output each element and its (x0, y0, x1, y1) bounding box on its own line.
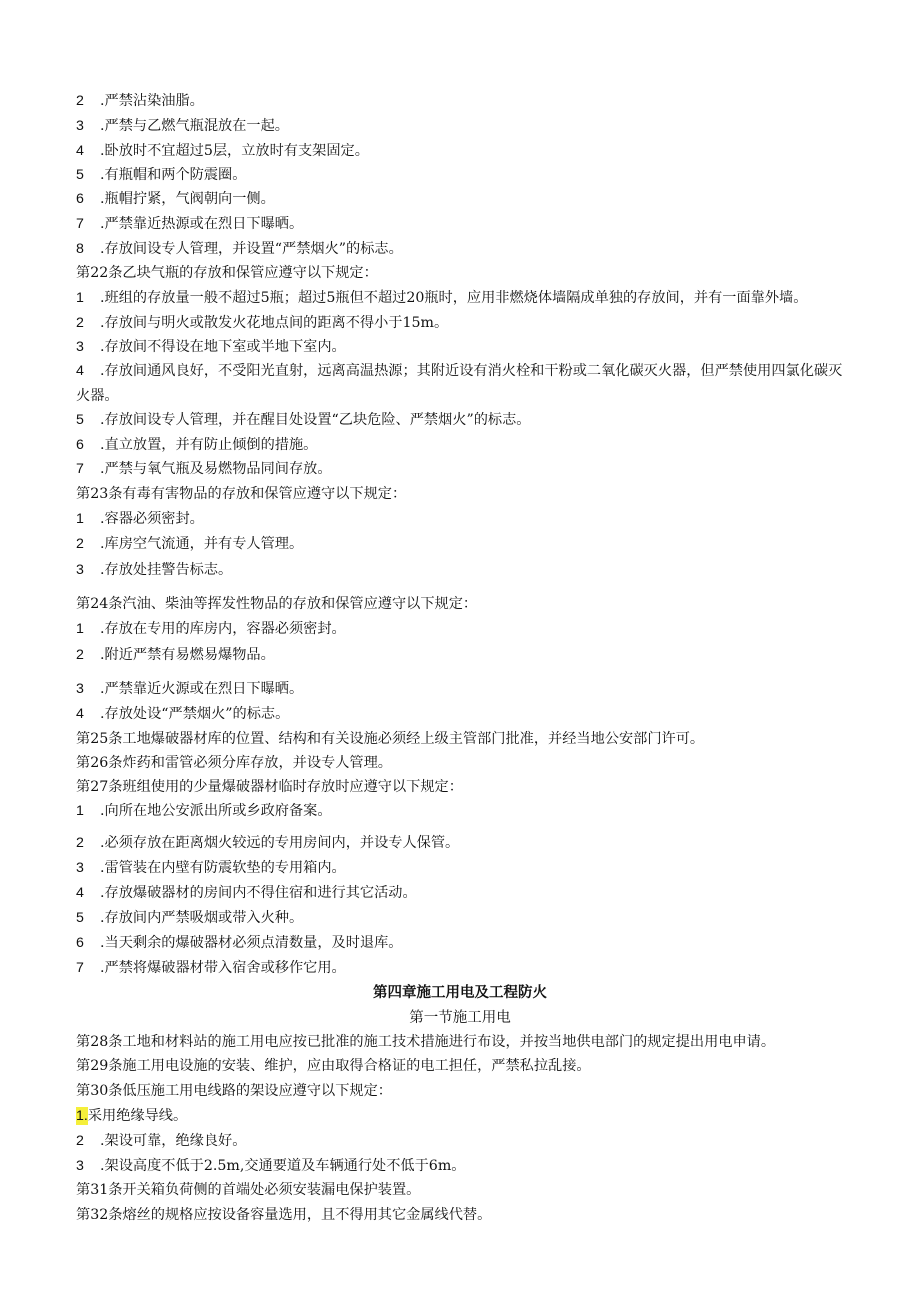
item-text: .存放间设专人管理，并设置“严禁烟火”的标志。 (100, 241, 403, 257)
item-text: .瓶帽拧紧，气阀朝向一侧。 (100, 191, 275, 207)
item-number: 3 (76, 339, 84, 355)
item-text: .严禁与乙燃气瓶混放在一起。 (100, 118, 289, 134)
item-number: 3 (76, 1158, 84, 1174)
item-text: .当天剩余的爆破器材必须点清数量，及时退库。 (100, 935, 403, 951)
list-item (76, 802, 332, 820)
item-number: 1 (76, 511, 84, 527)
article-text: 第32条熔丝的规格应按设备容量选用，且不得用其它金属线代替。 (76, 1207, 492, 1223)
list-item (76, 92, 204, 110)
article-text: 第24条汽油、柴油等挥发性物品的存放和保管应遵守以下规定： (76, 596, 478, 612)
item-number: 3 (76, 860, 84, 876)
article-text: 第27条班组使用的少量爆破器材临时存放时应遵守以下规定： (76, 779, 463, 795)
item-number: 3 (76, 118, 84, 134)
article-text: 第29条施工用电设施的安装、维护，应由取得合格证的电工担任，严禁私拉乱接。 (76, 1058, 591, 1074)
item-text: .存放间通风良好，不受阳光直射，远离高温热源；其附近设有消火栓和干粉或二氧化碳灭火器，但严禁使用四氯化碳灭火器。 (76, 363, 843, 404)
item-number: 1 (76, 803, 84, 819)
list-item (76, 535, 303, 553)
item-number: 3 (76, 681, 84, 697)
item-text: .存放处挂警告标志。 (100, 562, 233, 578)
item-number: 3 (76, 562, 84, 578)
item-text: .雷管装在内壁有防震软垫的专用箱内。 (100, 860, 346, 876)
item-number: 1 (76, 290, 84, 306)
item-text: .严禁沾染油脂。 (100, 93, 204, 109)
item-text: .存放处设“严禁烟火”的标志。 (100, 706, 290, 722)
item-text: .存放间设专人管理，并在醒目处设置“乙块危险、严禁烟火”的标志。 (100, 412, 531, 428)
item-text: .存放爆破器材的房间内不得住宿和进行其它活动。 (100, 885, 417, 901)
list-item (76, 314, 448, 332)
list-item (76, 1132, 246, 1150)
article-heading (76, 730, 704, 748)
list-item (76, 909, 303, 927)
article-heading (76, 595, 477, 613)
list-item (76, 934, 402, 952)
list-item (76, 359, 856, 409)
item-text: .严禁将爆破器材带入宿舍或移作它用。 (100, 960, 346, 976)
item-text: .卧放时不宜超过5层，立放时有支架固定。 (100, 143, 369, 159)
article-text: 第25条工地爆破器材库的位置、结构和有关设施必须经上级主管部门批准，并经当地公安部门许可。 (76, 731, 705, 747)
item-text: .附近严禁有易燃易爆物品。 (100, 647, 275, 663)
list-item (76, 834, 459, 852)
item-number: 2 (76, 647, 84, 663)
item-text: .严禁与氧气瓶及易燃物品同间存放。 (100, 461, 332, 477)
item-number: 2 (76, 93, 84, 109)
article-heading (76, 485, 406, 503)
list-item (76, 190, 275, 208)
item-text: .向所在地公安派出所或乡政府备案。 (100, 803, 332, 819)
article-text: 第28条工地和材料站的施工用电应按已批准的施工技术措施进行布设，并按当地供电部门的规定提出用电申请。 (76, 1034, 776, 1050)
article-heading (76, 1033, 775, 1051)
item-number: 6 (76, 191, 84, 207)
article-text: 第22条乙块气瓶的存放和保管应遵守以下规定： (76, 265, 378, 281)
item-number: 2 (76, 1133, 84, 1149)
article-heading (76, 754, 392, 772)
list-item (76, 460, 332, 478)
article-text: 第31条开关箱负荷侧的首端处必须安装漏电保护装置。 (76, 1182, 421, 1198)
article-heading (76, 1057, 591, 1075)
item-number: 2 (76, 536, 84, 552)
list-item (76, 166, 246, 184)
item-text: .严禁靠近火源或在烈日下曝晒。 (100, 681, 304, 697)
item-text: .容器必须密封。 (100, 511, 204, 527)
item-text: .存放间不得设在地下室或半地下室内。 (100, 339, 346, 355)
article-heading (76, 1181, 420, 1199)
list-item (76, 680, 303, 698)
item-text: .架设高度不低于2.5m,交通要道及车辆通行处不低于6m。 (100, 1158, 466, 1174)
item-text: .严禁靠近热源或在烈日下曝晒。 (100, 216, 304, 232)
item-text: .库房空气流通，并有专人管理。 (100, 536, 304, 552)
highlighted-item-number: 1. (76, 1108, 88, 1124)
article-heading (76, 264, 378, 282)
article-text: 第23条有毒有害物品的存放和保管应遵守以下规定： (76, 486, 407, 502)
item-number: 5 (76, 910, 84, 926)
item-number: 2 (76, 835, 84, 851)
item-text: .必须存放在距离烟火较远的专用房间内，并设专人保管。 (100, 835, 460, 851)
list-item (76, 1107, 187, 1125)
article-text: 第30条低压施工用电线路的架设应遵守以下规定： (76, 1083, 392, 1099)
item-text: .存放间与明火或散发火花地点间的距离不得小于15m。 (100, 315, 449, 331)
list-item (76, 411, 530, 429)
section-title: 第一节施工用电 (409, 1010, 511, 1026)
list-item (76, 561, 232, 579)
list-item (76, 859, 346, 877)
item-number: 7 (76, 960, 84, 976)
article-heading (76, 1082, 392, 1100)
list-item (76, 240, 403, 258)
list-item (76, 289, 807, 307)
list-item (76, 117, 289, 135)
list-item (76, 705, 289, 723)
item-text: .直立放置，并有防止倾倒的措施。 (100, 437, 318, 453)
article-heading (76, 1206, 491, 1224)
article-heading (76, 778, 463, 796)
list-item (76, 338, 346, 356)
item-number: 1 (76, 621, 84, 637)
list-item (76, 142, 369, 160)
list-item (76, 1157, 465, 1175)
item-number: 4 (76, 885, 84, 901)
item-text: 采用绝缘导线。 (87, 1108, 188, 1124)
item-text: .存放在专用的库房内，容器必须密封。 (100, 621, 346, 637)
item-number: 8 (76, 241, 84, 257)
item-number: 4 (76, 363, 84, 379)
chapter-title: 第四章施工用电及工程防火 (373, 984, 547, 1001)
item-number: 4 (76, 706, 84, 722)
item-text: .架设可靠，绝缘良好。 (100, 1133, 247, 1149)
list-item (76, 646, 275, 664)
item-number: 6 (76, 935, 84, 951)
item-number: 2 (76, 315, 84, 331)
list-item (76, 436, 317, 454)
list-item (76, 884, 417, 902)
item-number: 7 (76, 461, 84, 477)
article-text: 第26条炸药和雷管必须分库存放，并设专人管理。 (76, 755, 392, 771)
item-number: 4 (76, 143, 84, 159)
list-item (76, 959, 346, 977)
item-text: .有瓶帽和两个防震圈。 (100, 167, 247, 183)
item-text: .存放间内严禁吸烟或带入火种。 (100, 910, 304, 926)
item-number: 5 (76, 412, 84, 428)
list-item (76, 620, 346, 638)
item-number: 6 (76, 437, 84, 453)
list-item (76, 510, 204, 528)
item-number: 7 (76, 216, 84, 232)
list-item (76, 215, 303, 233)
item-text: .班组的存放量一般不超过5瓶；超过5瓶但不超过20瓶时，应用非燃烧体墙隔成单独的存放间，并有一面靠外墙。 (100, 290, 808, 306)
item-number: 5 (76, 167, 84, 183)
